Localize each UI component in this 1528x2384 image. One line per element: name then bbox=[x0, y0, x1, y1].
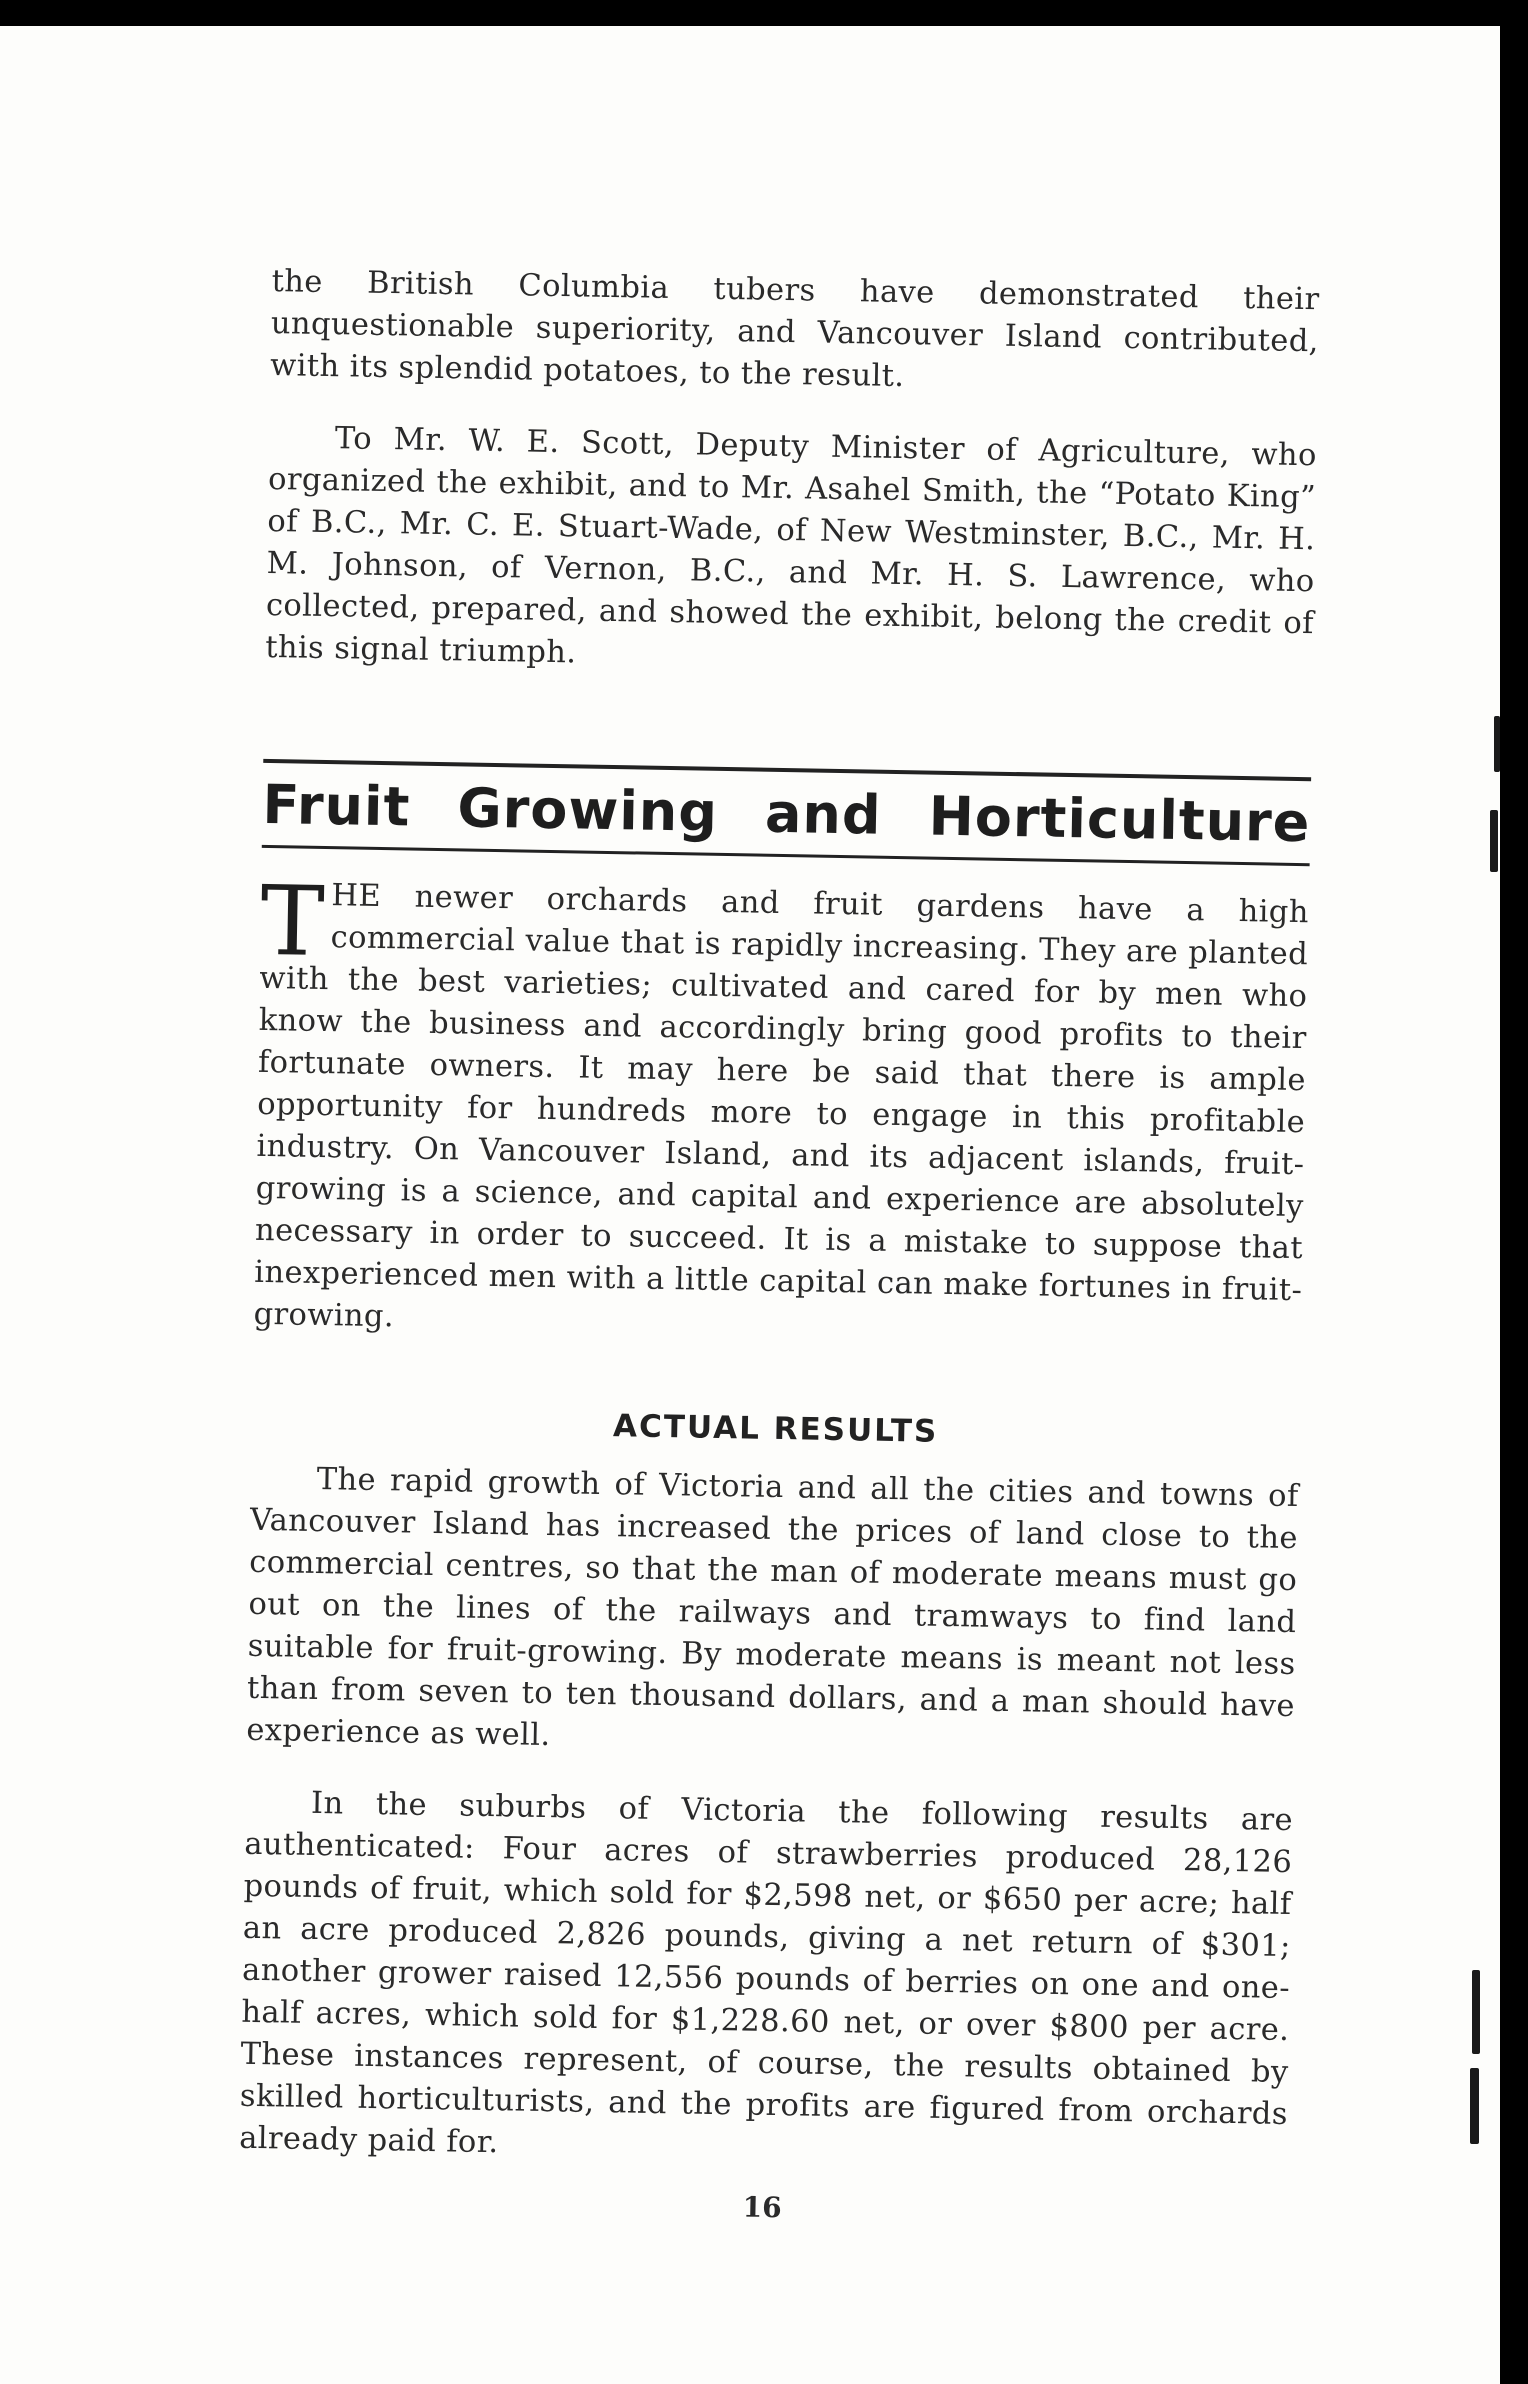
binding-mark bbox=[1472, 1970, 1480, 2054]
document-page bbox=[0, 26, 1500, 2384]
results-paragraph-1: The rapid growth of Victoria and all the cities and towns of Vancouver Island has increased the prices of land close to the commercial centres, so that the man of moderate means must go out on the lines of the railways and tramways to find land suitable for fruit-growing. By moderate means is meant not less than from seven to ten thousand dollars, and a man should have experience as well. bbox=[246, 1461, 1299, 1754]
lead-paragraph-text: newer orchards and fruit gardens have a high commercial value that is rapidly increasing. They are planted with the best varieties; cultivated and cared for by men who know the business and accordingly bring good profits to their fortunate owners. It may here be said that there is ample opportunity for hundreds more to engage in this profitable industry. On Vancouver Island, and its adjacent islands, fruit-growing is a science, and capital and experience are absolutely necessary in order to succeed. It is a mistake to suppose that inexperienced men with a little capital can make fortunes in fruit-growing. bbox=[253, 879, 1310, 1335]
lead-word: HE bbox=[331, 878, 382, 914]
intro-paragraph-1: the British Columbia tubers have demonstrated their unquestionable superiority, and Vancouver Island contributed, with its splendid potatoes, to the result. bbox=[269, 263, 1320, 395]
binding-mark bbox=[1494, 716, 1500, 772]
results-paragraph-2: In the suburbs of Victoria the following results are authenticated: Four acres of strawberries produced 28,126 pounds of fruit, which sold for $2,598 net, or $650 per acre; half an acre produced 2,826 pounds, giving a net return of $301; another grower raised 12,556 pounds of berries on one and one-half acres, which sold for $1,228.60 net, or over $800 per acre. These instances represent, of course, the results obtained by skilled horticulturists, and the profits are figured from orchards already paid for. bbox=[238, 1785, 1294, 2161]
binding-mark bbox=[1490, 810, 1498, 872]
subheading: ACTUAL RESULTS bbox=[612, 1408, 939, 1450]
binding-mark bbox=[1470, 2068, 1479, 2144]
lead-paragraph bbox=[253, 864, 1310, 1354]
intro-paragraph-2: To Mr. W. E. Scott, Deputy Minister of Agriculture, who organized the exhibit, and to Mr. Asahel Smith, the “Potato King” of B.C., Mr. C. E. Stuart-Wade, of New Westminster, B.C., Mr. H. M. Johnson, of Vernon, B.C., and Mr. H. S. Lawrence, who collected, prepared, and showed the exhibit, belong the credit of this signal triumph. bbox=[264, 421, 1318, 671]
drop-cap: T bbox=[259, 864, 326, 979]
page-content bbox=[238, 261, 1320, 2233]
page-number: 16 bbox=[742, 2190, 782, 2225]
section-title: Fruit Growing and Horticulture bbox=[261, 772, 1311, 855]
